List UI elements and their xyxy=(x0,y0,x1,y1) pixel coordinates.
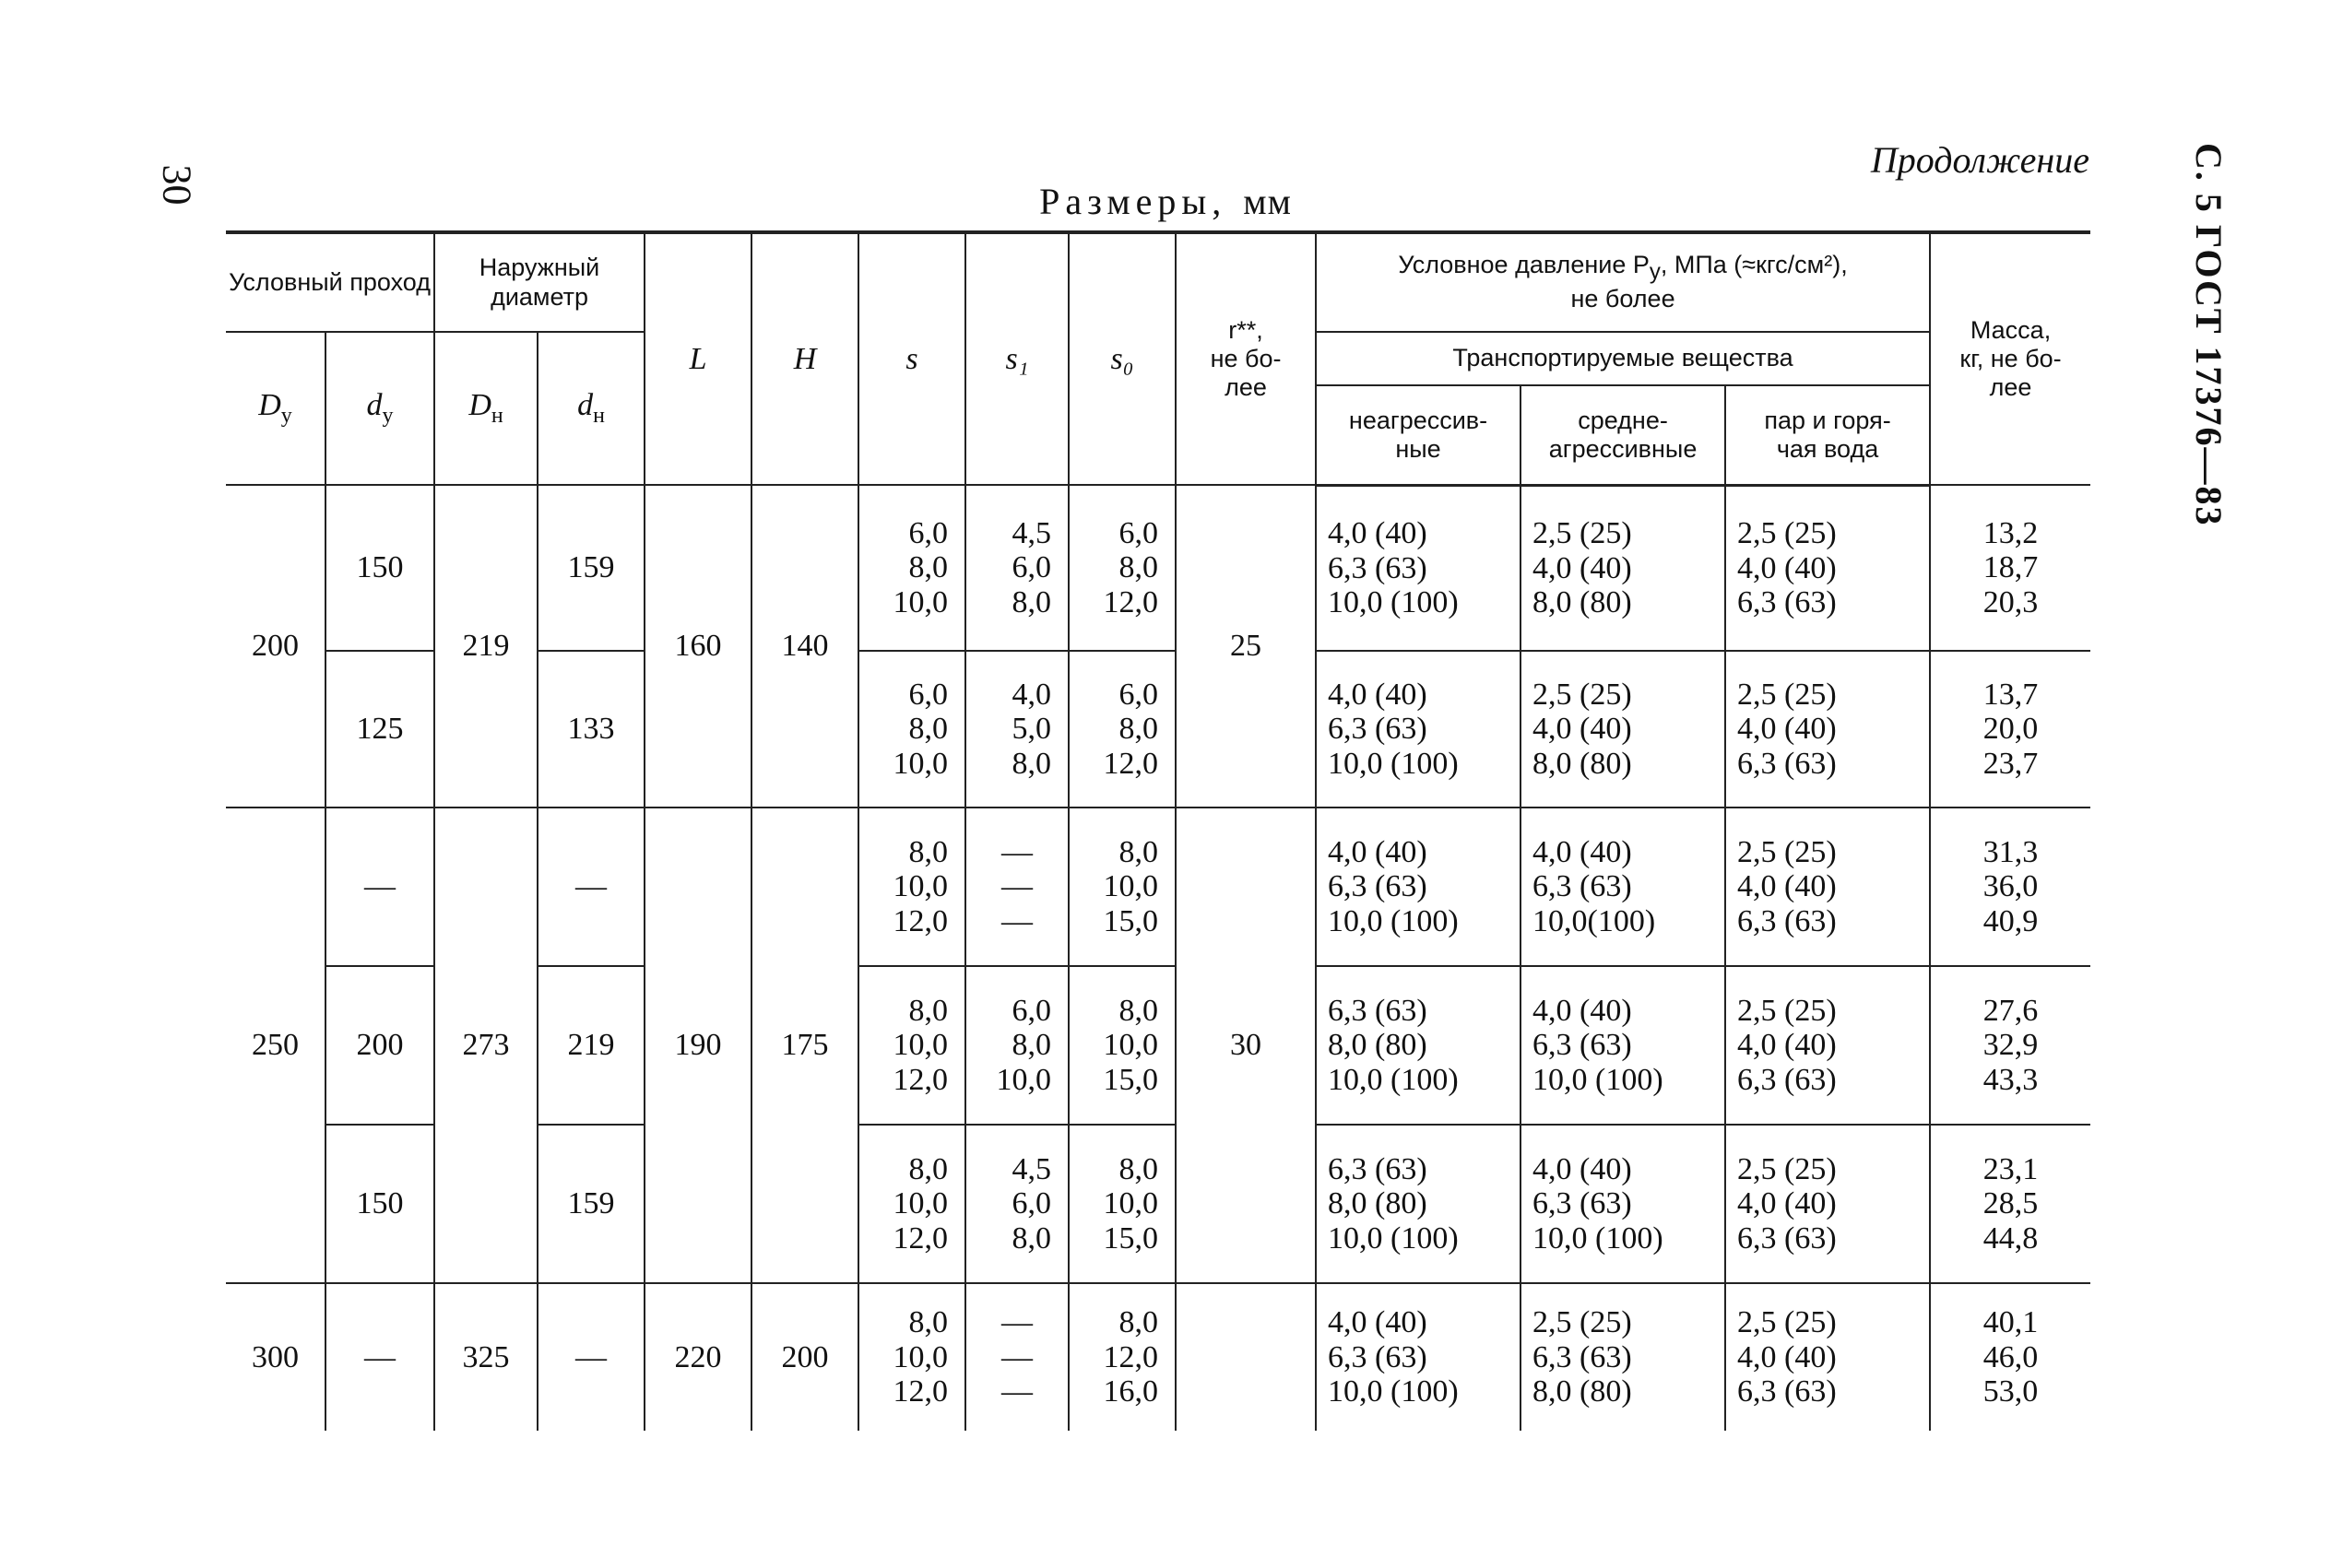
col-Dy: $D_у$ xyxy=(226,332,325,485)
col-L: L xyxy=(645,232,751,485)
cell-s0: 8,0 10,0 15,0 xyxy=(1069,966,1176,1125)
continuation-label: Продолжение xyxy=(1870,139,2089,181)
cell-p-nonaggressive: 4,0 (40) 6,3 (63) 10,0 (100) xyxy=(1316,485,1520,651)
cell-p-steam: 2,5 (25) 4,0 (40) 6,3 (63) xyxy=(1725,651,1930,808)
cell-s: 6,0 8,0 10,0 xyxy=(858,485,965,651)
cell-p-steam: 2,5 (25) 4,0 (40) 6,3 (63) xyxy=(1725,808,1930,966)
col-nominal-bore: Условный проход xyxy=(226,232,434,332)
col-mid-aggressive: средне- агрессивные xyxy=(1520,385,1725,485)
table-units: мм xyxy=(1243,181,1292,222)
cell-dn: 133 xyxy=(538,651,645,808)
col-outer-diameter: Наружный диаметр xyxy=(434,232,645,332)
cell-r xyxy=(1176,1283,1316,1431)
pressure-tail: , МПа (≈кгс/см²), xyxy=(1660,251,1848,279)
cell-p-mid-aggressive: 2,5 (25) 6,3 (63) 8,0 (80) xyxy=(1520,1283,1725,1431)
cell-dn: — xyxy=(538,808,645,966)
table-caption xyxy=(0,180,2331,223)
table-title: Размеры, xyxy=(1039,181,1227,222)
cell-p-nonaggressive: 4,0 (40) 6,3 (63) 10,0 (100) xyxy=(1316,808,1520,966)
cell-L: 220 xyxy=(645,1283,751,1431)
cell-p-mid-aggressive: 4,0 (40) 6,3 (63) 10,0 (100) xyxy=(1520,966,1725,1125)
cell-s: 8,0 10,0 12,0 xyxy=(858,1125,965,1283)
cell-s1: — — — xyxy=(965,808,1069,966)
cell-s0: 8,0 10,0 15,0 xyxy=(1069,808,1176,966)
cell-dn: 219 xyxy=(538,966,645,1125)
col-substances: Транспортируемые вещества xyxy=(1316,332,1930,385)
cell-p-nonaggressive: 6,3 (63) 8,0 (80) 10,0 (100) xyxy=(1316,966,1520,1125)
cell-p-mid-aggressive: 2,5 (25) 4,0 (40) 8,0 (80) xyxy=(1520,651,1725,808)
cell-Dn: 219 xyxy=(434,485,538,808)
cell-dy: 125 xyxy=(325,651,434,808)
col-pressure xyxy=(1316,232,1930,332)
cell-dy: 200 xyxy=(325,966,434,1125)
cell-H: 140 xyxy=(751,485,858,808)
cell-H: 200 xyxy=(751,1283,858,1431)
col-steam-hot-water: пар и горя- чая вода xyxy=(1725,385,1930,485)
cell-p-mid-aggressive: 4,0 (40) 6,3 (63) 10,0(100) xyxy=(1520,808,1725,966)
cell-p-mid-aggressive: 4,0 (40) 6,3 (63) 10,0 (100) xyxy=(1520,1125,1725,1283)
cell-mass: 40,1 46,0 53,0 xyxy=(1930,1283,2090,1431)
side-standard-label: С. 5 ГОСТ 17376—83 xyxy=(2188,143,2230,527)
table-row xyxy=(226,1283,2090,1431)
cell-dy: 150 xyxy=(325,485,434,651)
cell-dn: 159 xyxy=(538,1125,645,1283)
col-s: s xyxy=(858,232,965,485)
cell-r: 25 xyxy=(1176,485,1316,808)
col-Dn: $D_н$ xyxy=(434,332,538,485)
cell-p-nonaggressive: 4,0 (40) 6,3 (63) 10,0 (100) xyxy=(1316,1283,1520,1431)
col-r: r**, не бо- лее xyxy=(1176,232,1316,485)
cell-s1: — — — xyxy=(965,1283,1069,1431)
cell-mass: 27,6 32,9 43,3 xyxy=(1930,966,2090,1125)
cell-s0: 6,0 8,0 12,0 xyxy=(1069,651,1176,808)
col-mass: Масса, кг, не бо- лее xyxy=(1930,232,2090,485)
cell-p-nonaggressive: 6,3 (63) 8,0 (80) 10,0 (100) xyxy=(1316,1125,1520,1283)
cell-p-mid-aggressive: 2,5 (25) 4,0 (40) 8,0 (80) xyxy=(1520,485,1725,651)
cell-s1: 4,5 6,0 8,0 xyxy=(965,485,1069,651)
col-dy: $d_у$ xyxy=(325,332,434,485)
col-dn: $d_н$ xyxy=(538,332,645,485)
cell-s: 8,0 10,0 12,0 xyxy=(858,1283,965,1431)
pressure-sub: у xyxy=(1649,259,1661,285)
cell-mass: 13,2 18,7 20,3 xyxy=(1930,485,2090,651)
cell-mass: 31,3 36,0 40,9 xyxy=(1930,808,2090,966)
cell-s: 8,0 10,0 12,0 xyxy=(858,966,965,1125)
cell-s: 6,0 8,0 10,0 xyxy=(858,651,965,808)
col-s0: s₀ xyxy=(1069,232,1176,485)
cell-s1: 6,0 8,0 10,0 xyxy=(965,966,1069,1125)
cell-s1: 4,5 6,0 8,0 xyxy=(965,1125,1069,1283)
cell-dn: — xyxy=(538,1283,645,1431)
pressure-line2: не более xyxy=(1570,285,1675,313)
cell-p-steam: 2,5 (25) 4,0 (40) 6,3 (63) xyxy=(1725,485,1930,651)
page-number: 30 xyxy=(154,164,200,206)
cell-s1: 4,0 5,0 8,0 xyxy=(965,651,1069,808)
cell-s: 8,0 10,0 12,0 xyxy=(858,808,965,966)
cell-dy: — xyxy=(325,1283,434,1431)
cell-L: 160 xyxy=(645,485,751,808)
cell-s0: 8,0 12,0 16,0 xyxy=(1069,1283,1176,1431)
col-nonaggressive: неагрессив- ные xyxy=(1316,385,1520,485)
cell-p-steam: 2,5 (25) 4,0 (40) 6,3 (63) xyxy=(1725,966,1930,1125)
col-H: H xyxy=(751,232,858,485)
cell-r: 30 xyxy=(1176,808,1316,1283)
cell-s0: 8,0 10,0 15,0 xyxy=(1069,1125,1176,1283)
cell-mass: 23,1 28,5 44,8 xyxy=(1930,1125,2090,1283)
cell-H: 175 xyxy=(751,808,858,1283)
cell-dy: — xyxy=(325,808,434,966)
table-row xyxy=(226,808,2090,966)
cell-L: 190 xyxy=(645,808,751,1283)
col-s1: s₁ xyxy=(965,232,1069,485)
cell-s0: 6,0 8,0 12,0 xyxy=(1069,485,1176,651)
cell-dy: 150 xyxy=(325,1125,434,1283)
pressure-label: Условное давление P xyxy=(1398,251,1650,279)
cell-Dn: 273 xyxy=(434,808,538,1283)
cell-Dy: 200 xyxy=(226,485,325,808)
cell-Dn: 325 xyxy=(434,1283,538,1431)
table-row xyxy=(226,485,2090,651)
cell-Dy: 300 xyxy=(226,1283,325,1431)
cell-p-nonaggressive: 4,0 (40) 6,3 (63) 10,0 (100) xyxy=(1316,651,1520,808)
cell-p-steam: 2,5 (25) 4,0 (40) 6,3 (63) xyxy=(1725,1125,1930,1283)
cell-p-steam: 2,5 (25) 4,0 (40) 6,3 (63) xyxy=(1725,1283,1930,1431)
cell-dn: 159 xyxy=(538,485,645,651)
cell-Dy: 250 xyxy=(226,808,325,1283)
dimensions-table xyxy=(226,230,2090,1431)
cell-mass: 13,7 20,0 23,7 xyxy=(1930,651,2090,808)
